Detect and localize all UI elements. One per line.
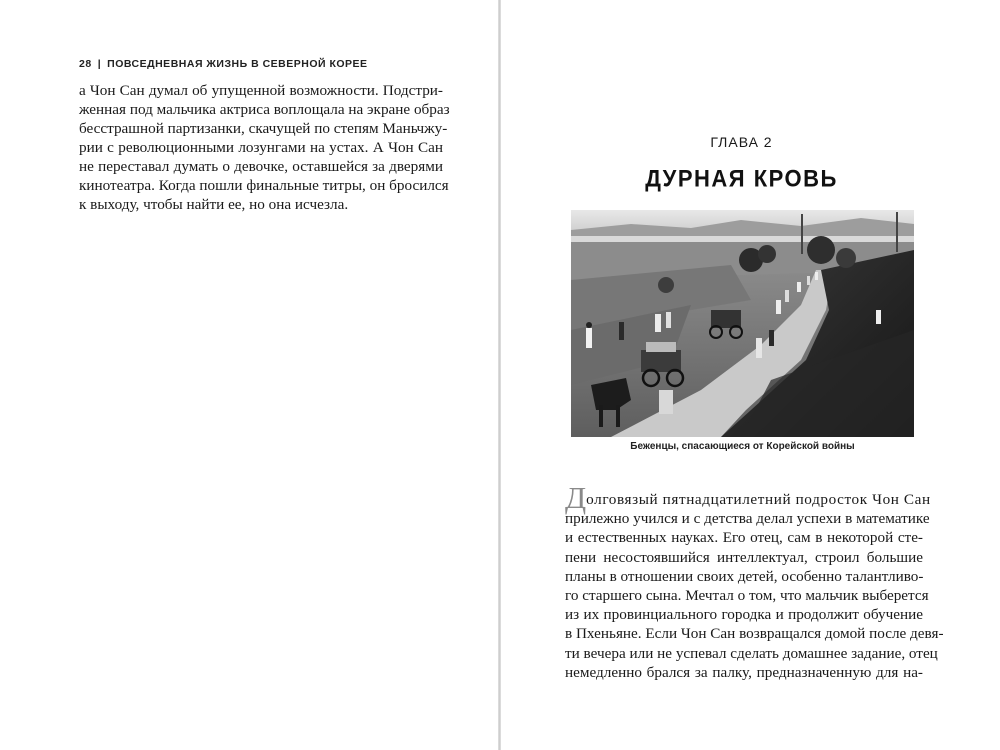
- chapter-label: ГЛАВА 2: [710, 134, 773, 150]
- text-line: а Чон Сан думал об упущенной возможности. Подстри-: [79, 82, 443, 99]
- running-head: [79, 58, 368, 70]
- text-line: пени несостоявшийся интеллектуал, строил большие: [565, 548, 923, 566]
- text-line: ти вечера или не успевал сделать домашнее задание, отец: [565, 644, 938, 662]
- text-line: и естественных науках. Его отец, сам в некоторой сте-: [565, 529, 923, 547]
- text-line: рии с революционными лозунгами на устах. А Чон Сан: [79, 139, 443, 156]
- running-title: ПОВСЕДНЕВНАЯ ЖИЗНЬ В СЕВЕРНОЙ КОРЕЕ: [107, 58, 368, 70]
- refugees-photo: [571, 210, 914, 437]
- text-line: немедленно брался за палку, предназначенную для на-: [565, 663, 923, 681]
- text-line: в Пхеньяне. Если Чон Сан возвращался домой после девя-: [565, 625, 944, 643]
- text-line: прилежно учился и с детства делал успехи в математике: [565, 510, 930, 528]
- drop-cap: Д: [565, 480, 587, 515]
- text-line: из их провинциального городка и продолжит обучение: [565, 606, 923, 624]
- chapter-title: ДУРНАЯ КРОВЬ: [645, 164, 838, 193]
- text-line: не переставал думать о девочке, оставшейся за дверями: [79, 158, 443, 175]
- page-number: 28: [79, 58, 92, 70]
- text-line: [565, 480, 931, 515]
- left-body-text: [79, 81, 450, 214]
- text-line: планы в отношении своих детей, особенно талантливо-: [565, 567, 924, 585]
- text-line: кинотеатра. Когда пошли финальные титры, он бросился: [79, 177, 449, 194]
- text-line: бесстрашной партизанки, скачущей по степям Маньчжу-: [79, 120, 448, 137]
- text-line: женная под мальчика актриса воплощала на экране образ: [79, 101, 450, 118]
- photo-caption: Беженцы, спасающиеся от Корейской войны: [630, 441, 855, 452]
- left-page: [0, 0, 499, 750]
- text-line: го старшего сына. Мечтал о том, что мальчик выберется: [565, 587, 929, 605]
- running-head-separator: |: [97, 58, 102, 70]
- first-line-text: олговязый пятнадцатилетний подросток Чон Сан: [586, 491, 931, 508]
- right-body-text: [565, 480, 944, 682]
- text-line: к выходу, чтобы найти ее, но она исчезла.: [79, 196, 349, 213]
